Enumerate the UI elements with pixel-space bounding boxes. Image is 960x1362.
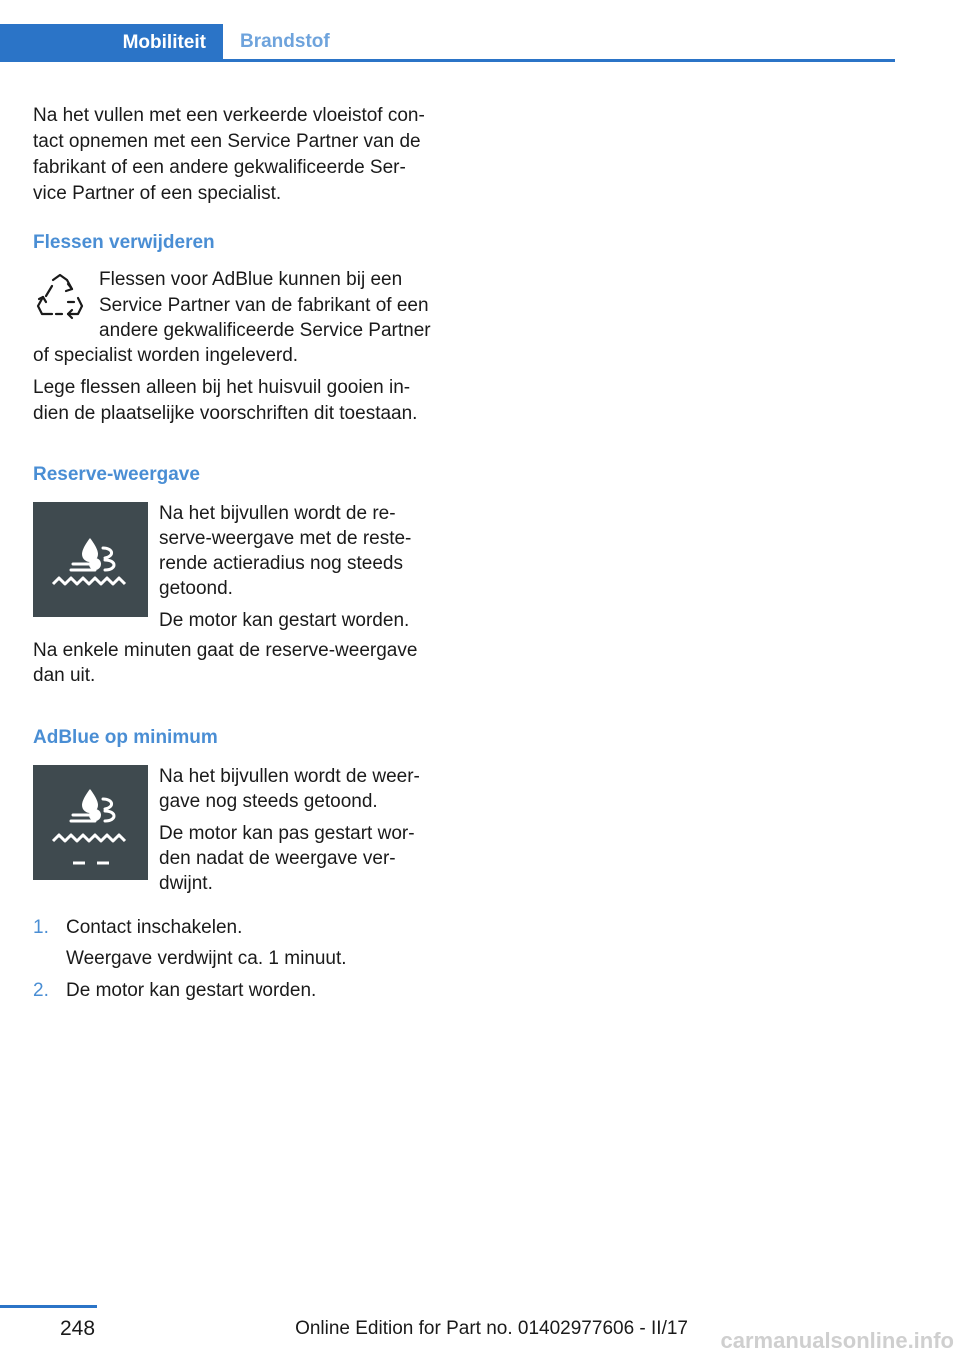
- reserve-line-2: serve-weergave met de reste-: [159, 528, 412, 549]
- tab-brandstof[interactable]: Brandstof: [240, 31, 330, 52]
- page-number: 248: [60, 1317, 96, 1340]
- bottles-line-2: Service Partner van de fabrikant of een: [99, 295, 429, 316]
- chapter-header: [0, 24, 895, 62]
- reserve-line-6: dan uit.: [33, 665, 96, 686]
- header-rule: [0, 59, 895, 62]
- intro-line-4: vice Partner of een specialist.: [33, 183, 282, 204]
- watermark: carmanualsonline.info: [720, 1328, 954, 1353]
- adblue-minimum-icon: [33, 765, 148, 880]
- bottles-line-1: Flessen voor AdBlue kunnen bij een: [99, 269, 403, 290]
- heading-reserve-weergave: Reserve-weergave: [33, 464, 200, 485]
- bottles-line-4: of specialist worden ingeleverd.: [33, 345, 299, 366]
- minimum-line-2: gave nog steeds getoond.: [159, 791, 378, 812]
- heading-adblue-minimum: AdBlue op minimum: [33, 727, 218, 748]
- adblue-drop-icon: [33, 502, 148, 617]
- adblue-reserve-icon: [33, 502, 148, 617]
- reserve-line-5: Na enkele minuten gaat de reserve-weergave: [33, 640, 418, 661]
- minimum-line-5: dwijnt.: [159, 873, 213, 894]
- reserve-line-1: Na het bijvullen wordt de re-: [159, 503, 396, 524]
- heading-flessen-verwijderen: Flessen verwijderen: [33, 232, 215, 253]
- step-number: 2.: [33, 980, 49, 1001]
- intro-line-1: Na het vullen met een verkeerde vloeistof con-: [33, 105, 425, 126]
- minimum-line-1: Na het bijvullen wordt de weer-: [159, 766, 420, 787]
- step-subtext: Weergave verdwijnt ca. 1 minuut.: [66, 948, 347, 969]
- bottles-line-6: dien de plaatselijke voorschriften dit toestaan.: [33, 403, 418, 424]
- intro-line-3: fabrikant of een andere gekwalificeerde Ser-: [33, 157, 406, 178]
- step-number: 1.: [33, 917, 49, 938]
- reserve-motor-line: De motor kan gestart worden.: [159, 610, 410, 631]
- bottles-line-5: Lege flessen alleen bij het huisvuil gooien in-: [33, 377, 411, 398]
- recycle-icon: [34, 272, 86, 324]
- reserve-line-3: rende actieradius nog steeds: [159, 553, 403, 574]
- reserve-line-4: getoond.: [159, 578, 233, 599]
- intro-line-2: tact opnemen met een Service Partner van de: [33, 131, 421, 152]
- tab-mobiliteit[interactable]: Mobiliteit: [0, 24, 223, 62]
- footer-rule: [0, 1305, 97, 1308]
- bottles-line-3: andere gekwalificeerde Service Partner: [99, 320, 431, 341]
- adblue-drop-icon: [33, 765, 148, 880]
- minimum-line-4: den nadat de weergave ver-: [159, 848, 396, 869]
- step-text: Contact inschakelen.: [66, 917, 243, 938]
- step-text: De motor kan gestart worden.: [66, 980, 317, 1001]
- edition-note: Online Edition for Part no. 01402977606 - II/17: [295, 1318, 688, 1339]
- minimum-line-3: De motor kan pas gestart wor-: [159, 823, 415, 844]
